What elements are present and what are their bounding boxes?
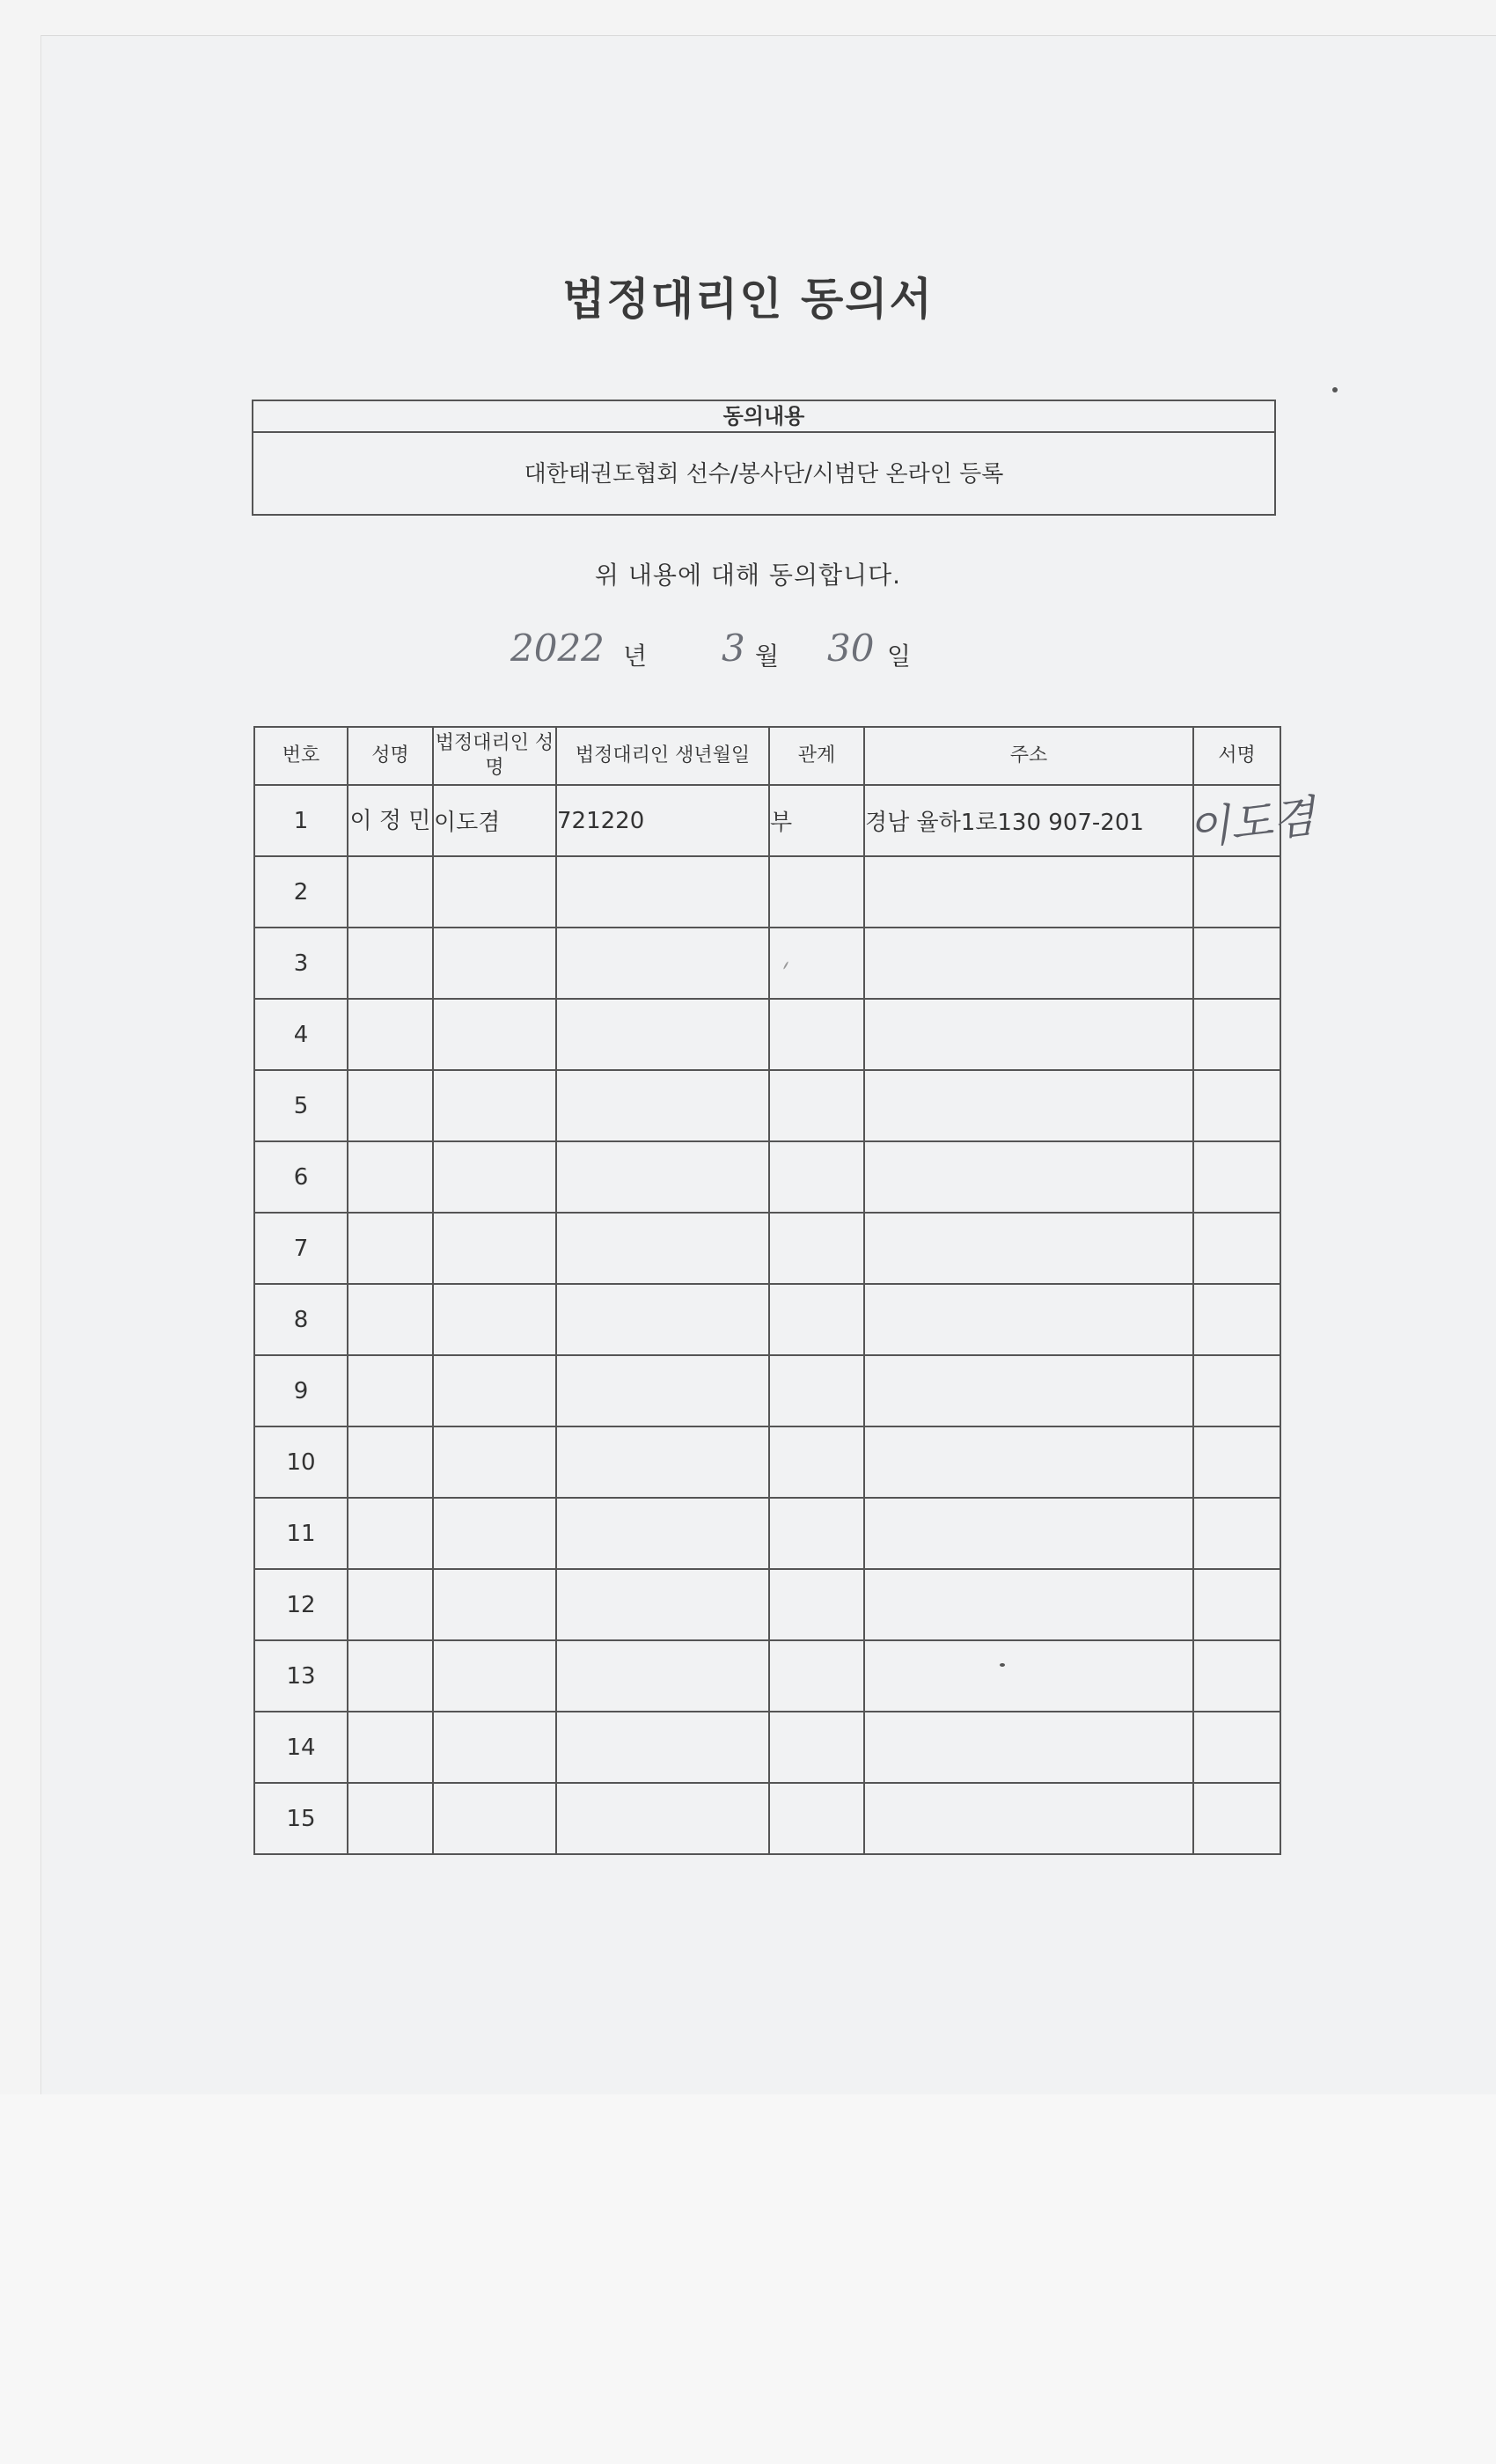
cell-name xyxy=(348,856,433,928)
cell-relation xyxy=(769,856,864,928)
header-address: 주소 xyxy=(864,727,1193,785)
cell-no: 2 xyxy=(254,856,348,928)
cell-signature xyxy=(1193,1141,1280,1213)
cell-guardian-name xyxy=(433,928,556,999)
cell-relation xyxy=(769,1213,864,1284)
cell-name xyxy=(348,1355,433,1426)
header-guardian-birth: 법정대리인 생년월일 xyxy=(556,727,769,785)
cell-no: 11 xyxy=(254,1498,348,1569)
cell-guardian-birth xyxy=(556,1498,769,1569)
cell-signature xyxy=(1193,999,1280,1070)
cell-signature xyxy=(1193,856,1280,928)
month-label: 월 xyxy=(755,642,780,671)
cell-signature xyxy=(1193,1070,1280,1141)
cell-address xyxy=(864,928,1193,999)
cell-address xyxy=(864,1426,1193,1498)
scan-speck xyxy=(1332,387,1338,392)
cell-no: 10 xyxy=(254,1426,348,1498)
cell-name xyxy=(348,1213,433,1284)
cell-relation xyxy=(769,1783,864,1854)
cell-guardian-name: 이도겸 xyxy=(433,785,556,856)
date-line xyxy=(510,627,1003,679)
table-row xyxy=(254,928,1280,999)
cell-no: 7 xyxy=(254,1213,348,1284)
cell-signature xyxy=(1193,1355,1280,1426)
cell-guardian-birth xyxy=(556,1712,769,1783)
cell-relation xyxy=(769,1355,864,1426)
cell-guardian-name xyxy=(433,1498,556,1569)
cell-relation xyxy=(769,1141,864,1213)
cell-name xyxy=(348,1426,433,1498)
cell-no: 8 xyxy=(254,1284,348,1355)
cell-guardian-name xyxy=(433,1284,556,1355)
cell-relation: 부 xyxy=(769,785,864,856)
header-no: 번호 xyxy=(254,727,348,785)
cell-name xyxy=(348,1569,433,1640)
cell-name xyxy=(348,1284,433,1355)
cell-relation xyxy=(769,928,864,999)
cell-no: 14 xyxy=(254,1712,348,1783)
cell-relation xyxy=(769,1498,864,1569)
cell-signature xyxy=(1193,1426,1280,1498)
header-name: 성명 xyxy=(348,727,433,785)
cell-guardian-birth xyxy=(556,928,769,999)
cell-signature xyxy=(1193,928,1280,999)
cell-guardian-name xyxy=(433,1640,556,1712)
cell-guardian-birth xyxy=(556,1569,769,1640)
cell-no: 1 xyxy=(254,785,348,856)
cell-address xyxy=(864,1213,1193,1284)
cell-address xyxy=(864,999,1193,1070)
cell-name xyxy=(348,1070,433,1141)
cell-address xyxy=(864,1640,1193,1712)
cell-signature xyxy=(1193,1498,1280,1569)
cell-guardian-birth xyxy=(556,1213,769,1284)
cell-name xyxy=(348,1712,433,1783)
table-row xyxy=(254,1141,1280,1213)
cell-no: 15 xyxy=(254,1783,348,1854)
cell-guardian-name xyxy=(433,1213,556,1284)
cell-signature xyxy=(1193,1213,1280,1284)
cell-name xyxy=(348,999,433,1070)
cell-address xyxy=(864,1712,1193,1783)
cell-no: 13 xyxy=(254,1640,348,1712)
handwritten-signature: 이도겸 xyxy=(1184,790,1317,855)
cell-name xyxy=(348,1783,433,1854)
guardian-roster-table xyxy=(253,726,1317,1855)
cell-relation xyxy=(769,1426,864,1498)
header-relation: 관계 xyxy=(769,727,864,785)
cell-relation xyxy=(769,1640,864,1712)
cell-address xyxy=(864,1569,1193,1640)
header-signature: 서명 xyxy=(1193,727,1280,785)
table-row xyxy=(254,1640,1280,1712)
cell-relation xyxy=(769,1070,864,1141)
cell-guardian-name xyxy=(433,1141,556,1213)
cell-address xyxy=(864,1355,1193,1426)
table-row xyxy=(254,1284,1280,1355)
table-row xyxy=(254,1712,1280,1783)
cell-name: 이 정 민 xyxy=(348,785,433,856)
table-header-row xyxy=(254,727,1280,785)
cell-no: 3 xyxy=(254,928,348,999)
cell-name xyxy=(348,1141,433,1213)
consent-content: 대한태권도협회 선수/봉사단/시범단 온라인 등록 xyxy=(524,461,1004,488)
cell-guardian-name xyxy=(433,1426,556,1498)
cell-address xyxy=(864,1783,1193,1854)
cell-signature xyxy=(1193,1640,1280,1712)
year-label: 년 xyxy=(623,642,648,671)
cell-no: 6 xyxy=(254,1141,348,1213)
cell-signature xyxy=(1193,1569,1280,1640)
cell-guardian-name xyxy=(433,1569,556,1640)
table-row xyxy=(254,1569,1280,1640)
cell-guardian-birth xyxy=(556,1070,769,1141)
day-label: 일 xyxy=(887,642,912,671)
consent-header: 동의내용 xyxy=(253,401,1274,433)
handwritten-month: 3 xyxy=(722,627,745,670)
cell-address xyxy=(864,856,1193,928)
cell-guardian-name xyxy=(433,1783,556,1854)
cell-guardian-birth xyxy=(556,1284,769,1355)
cell-guardian-name xyxy=(433,1355,556,1426)
table-row xyxy=(254,1426,1280,1498)
cell-guardian-birth xyxy=(556,1141,769,1213)
cell-signature xyxy=(1193,1783,1280,1854)
cell-signature xyxy=(1193,1712,1280,1783)
table-row xyxy=(254,999,1280,1070)
cell-relation xyxy=(769,1712,864,1783)
cell-guardian-name xyxy=(433,1712,556,1783)
cell-no: 12 xyxy=(254,1569,348,1640)
scan-speck xyxy=(1000,1663,1005,1667)
cell-guardian-name xyxy=(433,1070,556,1141)
cell-guardian-birth xyxy=(556,999,769,1070)
table-row xyxy=(254,1783,1280,1854)
cell-no: 4 xyxy=(254,999,348,1070)
cell-no: 5 xyxy=(254,1070,348,1141)
consent-box xyxy=(252,400,1276,516)
cell-relation xyxy=(769,1569,864,1640)
cell-guardian-birth xyxy=(556,856,769,928)
cell-guardian-birth xyxy=(556,1640,769,1712)
cell-signature xyxy=(1193,1284,1280,1355)
header-guardian-name: 법정대리인 성명 xyxy=(433,727,556,785)
agreement-statement: 위 내용에 대해 동의합니다. xyxy=(594,561,902,590)
document-title: 법정대리인 동의서 xyxy=(562,274,934,325)
table-row xyxy=(254,856,1280,928)
table-row xyxy=(254,1213,1280,1284)
cell-name xyxy=(348,928,433,999)
cell-guardian-birth xyxy=(556,1355,769,1426)
cell-no: 9 xyxy=(254,1355,348,1426)
table-row xyxy=(254,1355,1280,1426)
cell-guardian-birth xyxy=(556,1783,769,1854)
cell-address xyxy=(864,1070,1193,1141)
cell-address xyxy=(864,1498,1193,1569)
table-row xyxy=(254,1070,1280,1141)
table-row xyxy=(254,785,1280,856)
cell-name xyxy=(348,1498,433,1569)
cell-address xyxy=(864,1284,1193,1355)
cell-guardian-name xyxy=(433,999,556,1070)
table-row xyxy=(254,1498,1280,1569)
handwritten-year: 2022 xyxy=(510,627,605,670)
cell-address xyxy=(864,1141,1193,1213)
cell-address: 경남 율하1로130 907-201 xyxy=(864,785,1193,856)
cell-guardian-birth xyxy=(556,1426,769,1498)
cell-guardian-name xyxy=(433,856,556,928)
handwritten-day: 30 xyxy=(827,627,875,670)
cell-relation xyxy=(769,1284,864,1355)
scan-background xyxy=(0,2094,1496,2464)
cell-signature xyxy=(1184,785,1317,856)
cell-guardian-birth: 721220 xyxy=(556,785,769,856)
cell-relation xyxy=(769,999,864,1070)
cell-name xyxy=(348,1640,433,1712)
